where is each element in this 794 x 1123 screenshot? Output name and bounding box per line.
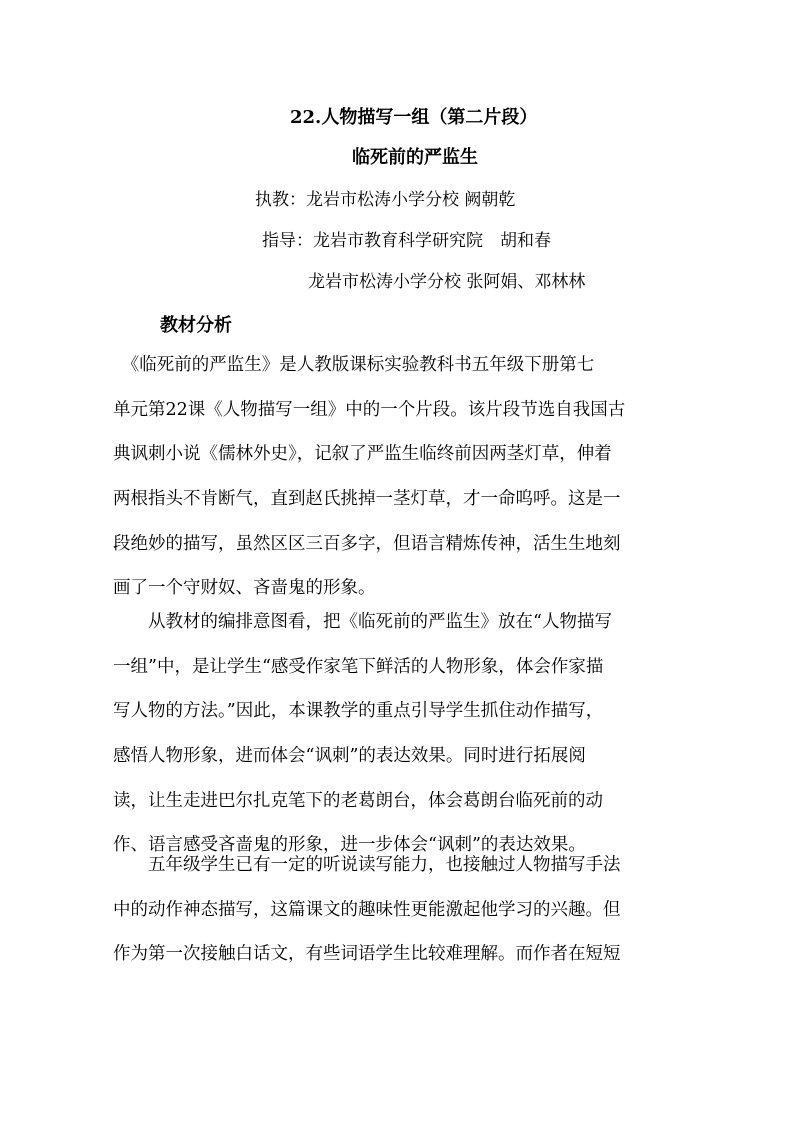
- lesson-title: 22.人物描写一组（第二片段）: [290, 107, 538, 128]
- teacher-line: 执教：龙岩市松涛小学分校 阙朝乾: [255, 190, 516, 210]
- paragraph-2: [113, 600, 673, 868]
- paragraph-line: 中的动作神态描写，这篇课文的趣味性更能激起他学习的兴趣。但: [113, 899, 621, 920]
- section-heading: 教材分析: [160, 315, 232, 336]
- paragraph-line: 五年级学生已有一定的听说读写能力，也接触过人物描写手法: [113, 855, 621, 875]
- paragraph-line: 单元第22课《人物描写一组》中的一个片段。该片段节选自我国古: [113, 399, 626, 420]
- paragraph-line: 从教材的编排意图看，把《临死前的严监生》放在“人物描写: [113, 612, 612, 632]
- paragraph-line: 作、语言感受吝啬鬼的形象，进一步体会“讽刺”的表达效果。: [113, 835, 586, 856]
- paragraph-line: 感悟人物形象，进而体会“讽刺”的表达效果。同时进行拓展阅: [113, 746, 586, 767]
- paragraph-line: 段绝妙的描写，虽然区区三百多字，但语言精炼传神，活生生地刻: [113, 533, 621, 554]
- paragraph-line: 两根指头不肯断气，直到赵氏挑掉一茎灯草，才一命呜呼。这是一: [113, 489, 621, 510]
- paragraph-line: 典讽刺小说《儒林外史》，记叙了严监生临终前因两茎灯草，伸着: [113, 444, 612, 465]
- paragraph-line: 作为第一次接触白话文，有些词语学生比较难理解。而作者在短短: [113, 944, 621, 965]
- paragraph-1: [113, 343, 673, 611]
- guide-line-2: 龙岩市松涛小学分校 张阿娟、邓林林: [308, 272, 586, 292]
- paragraph-3: [113, 843, 673, 977]
- paragraph-line: 画了一个守财奴、吝啬鬼的形象。: [113, 578, 376, 599]
- paragraph-line: 写人物的方法。”因此，本课教学的重点引导学生抓住动作描写，: [113, 701, 604, 722]
- paragraph-line: 一组”中，是让学生“感受作家笔下鲜活的人物形象，体会作家描: [113, 656, 604, 677]
- lesson-subtitle: 临死前的严监生: [352, 147, 478, 168]
- paragraph-line: 《临死前的严监生》是人教版课标实验教科书五年级下册第七: [113, 355, 595, 375]
- paragraph-line: 读，让生走进巴尔扎克笔下的老葛朗台，体会葛朗台临死前的动: [113, 790, 603, 811]
- guide-line-1: 指导：龙岩市教育科学研究院 胡和春: [262, 231, 551, 251]
